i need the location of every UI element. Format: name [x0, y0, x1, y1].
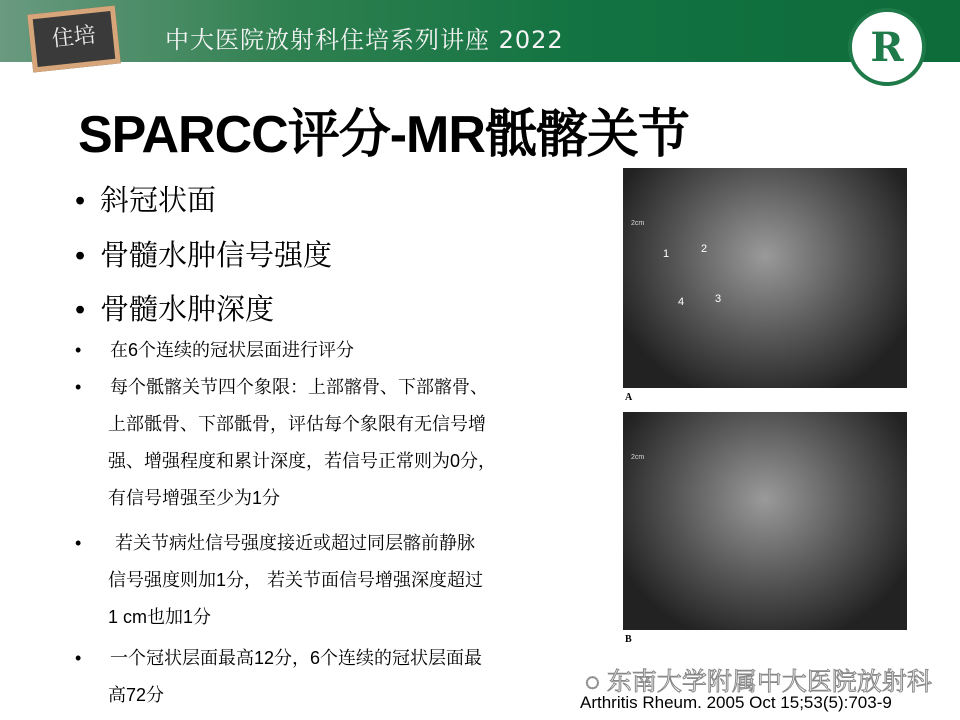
- bullet-text: 骨髓水肿信号强度: [100, 240, 333, 272]
- bullet-text: 骨髓水肿深度: [100, 294, 275, 326]
- bullet-text: 有信号增强至少为1分: [108, 488, 281, 508]
- bullet-text: 强、增强程度和累计深度，若信号正常则为0分，: [108, 451, 497, 471]
- mri-image-a: [623, 168, 907, 388]
- quadrant-label: 1: [663, 248, 670, 260]
- wechat-icon: ◌: [585, 668, 607, 696]
- citation: Arthritis Rheum. 2005 Oct 15;53(5):703-9: [580, 693, 892, 712]
- scale-label: 2cm: [631, 220, 645, 227]
- bullet-small: • 在6个连续的冠状层面进行评分: [75, 340, 355, 360]
- bullet-text: 1 cm也加1分: [108, 607, 212, 627]
- bullet-large: • 骨髓水肿信号强度: [75, 240, 333, 272]
- figure-label-b: B: [625, 634, 632, 645]
- bullet-text: 一个冠状层面最高12分，6个连续的冠状层面最: [110, 648, 483, 668]
- bullet-text: 斜冠状面: [100, 185, 217, 217]
- bullet-small: • 每个骶髂关节四个象限：上部髂骨、下部髂骨、 上部骶骨、下部骶骨，评估每个象限有无信号增 强、增强程度和累计深度，若信号正常则为0分， 有信号增强至少为1分: [75, 369, 565, 517]
- logo-letter: R: [870, 23, 904, 71]
- bullet-text: 在6个连续的冠状层面进行评分: [110, 340, 355, 360]
- bullet-small: • 一个冠状层面最高12分，6个连续的冠状层面最 高72分: [75, 640, 565, 714]
- bullet-large: • 骨髓水肿深度: [75, 294, 275, 326]
- chalkboard-logo: 住培: [27, 6, 121, 73]
- watermark-text: 东南大学附属中大医院放射科: [606, 668, 932, 696]
- scale-label: 2cm: [631, 454, 645, 461]
- quadrant-label: 3: [715, 293, 722, 305]
- quadrant-label: 4: [678, 296, 685, 308]
- header-title: 中大医院放射科住培系列讲座 2022: [165, 26, 564, 54]
- bullet-text: 上部骶骨、下部骶骨，评估每个象限有无信号增: [108, 414, 486, 434]
- bullet-text: 信号强度则加1分， 若关节面信号增强深度超过: [108, 570, 484, 590]
- bullet-large: • 斜冠状面: [75, 185, 217, 217]
- hospital-logo: [848, 8, 926, 86]
- figure-label-a: A: [625, 392, 633, 403]
- mri-image-b: [623, 412, 907, 630]
- bullet-text: 若关节病灶信号强度接近或超过同层髂前静脉: [110, 533, 476, 553]
- bullet-small: • 若关节病灶信号强度接近或超过同层髂前静脉 信号强度则加1分， 若关节面信号增强深度超过 1 cm也加1分: [75, 525, 565, 636]
- quadrant-label: 2: [701, 243, 708, 255]
- bullet-text: 每个骶髂关节四个象限：上部髂骨、下部髂骨、: [110, 377, 489, 397]
- bullet-text: 高72分: [108, 685, 165, 705]
- slide-title: SPARCC评分-MR骶髂关节: [78, 106, 689, 164]
